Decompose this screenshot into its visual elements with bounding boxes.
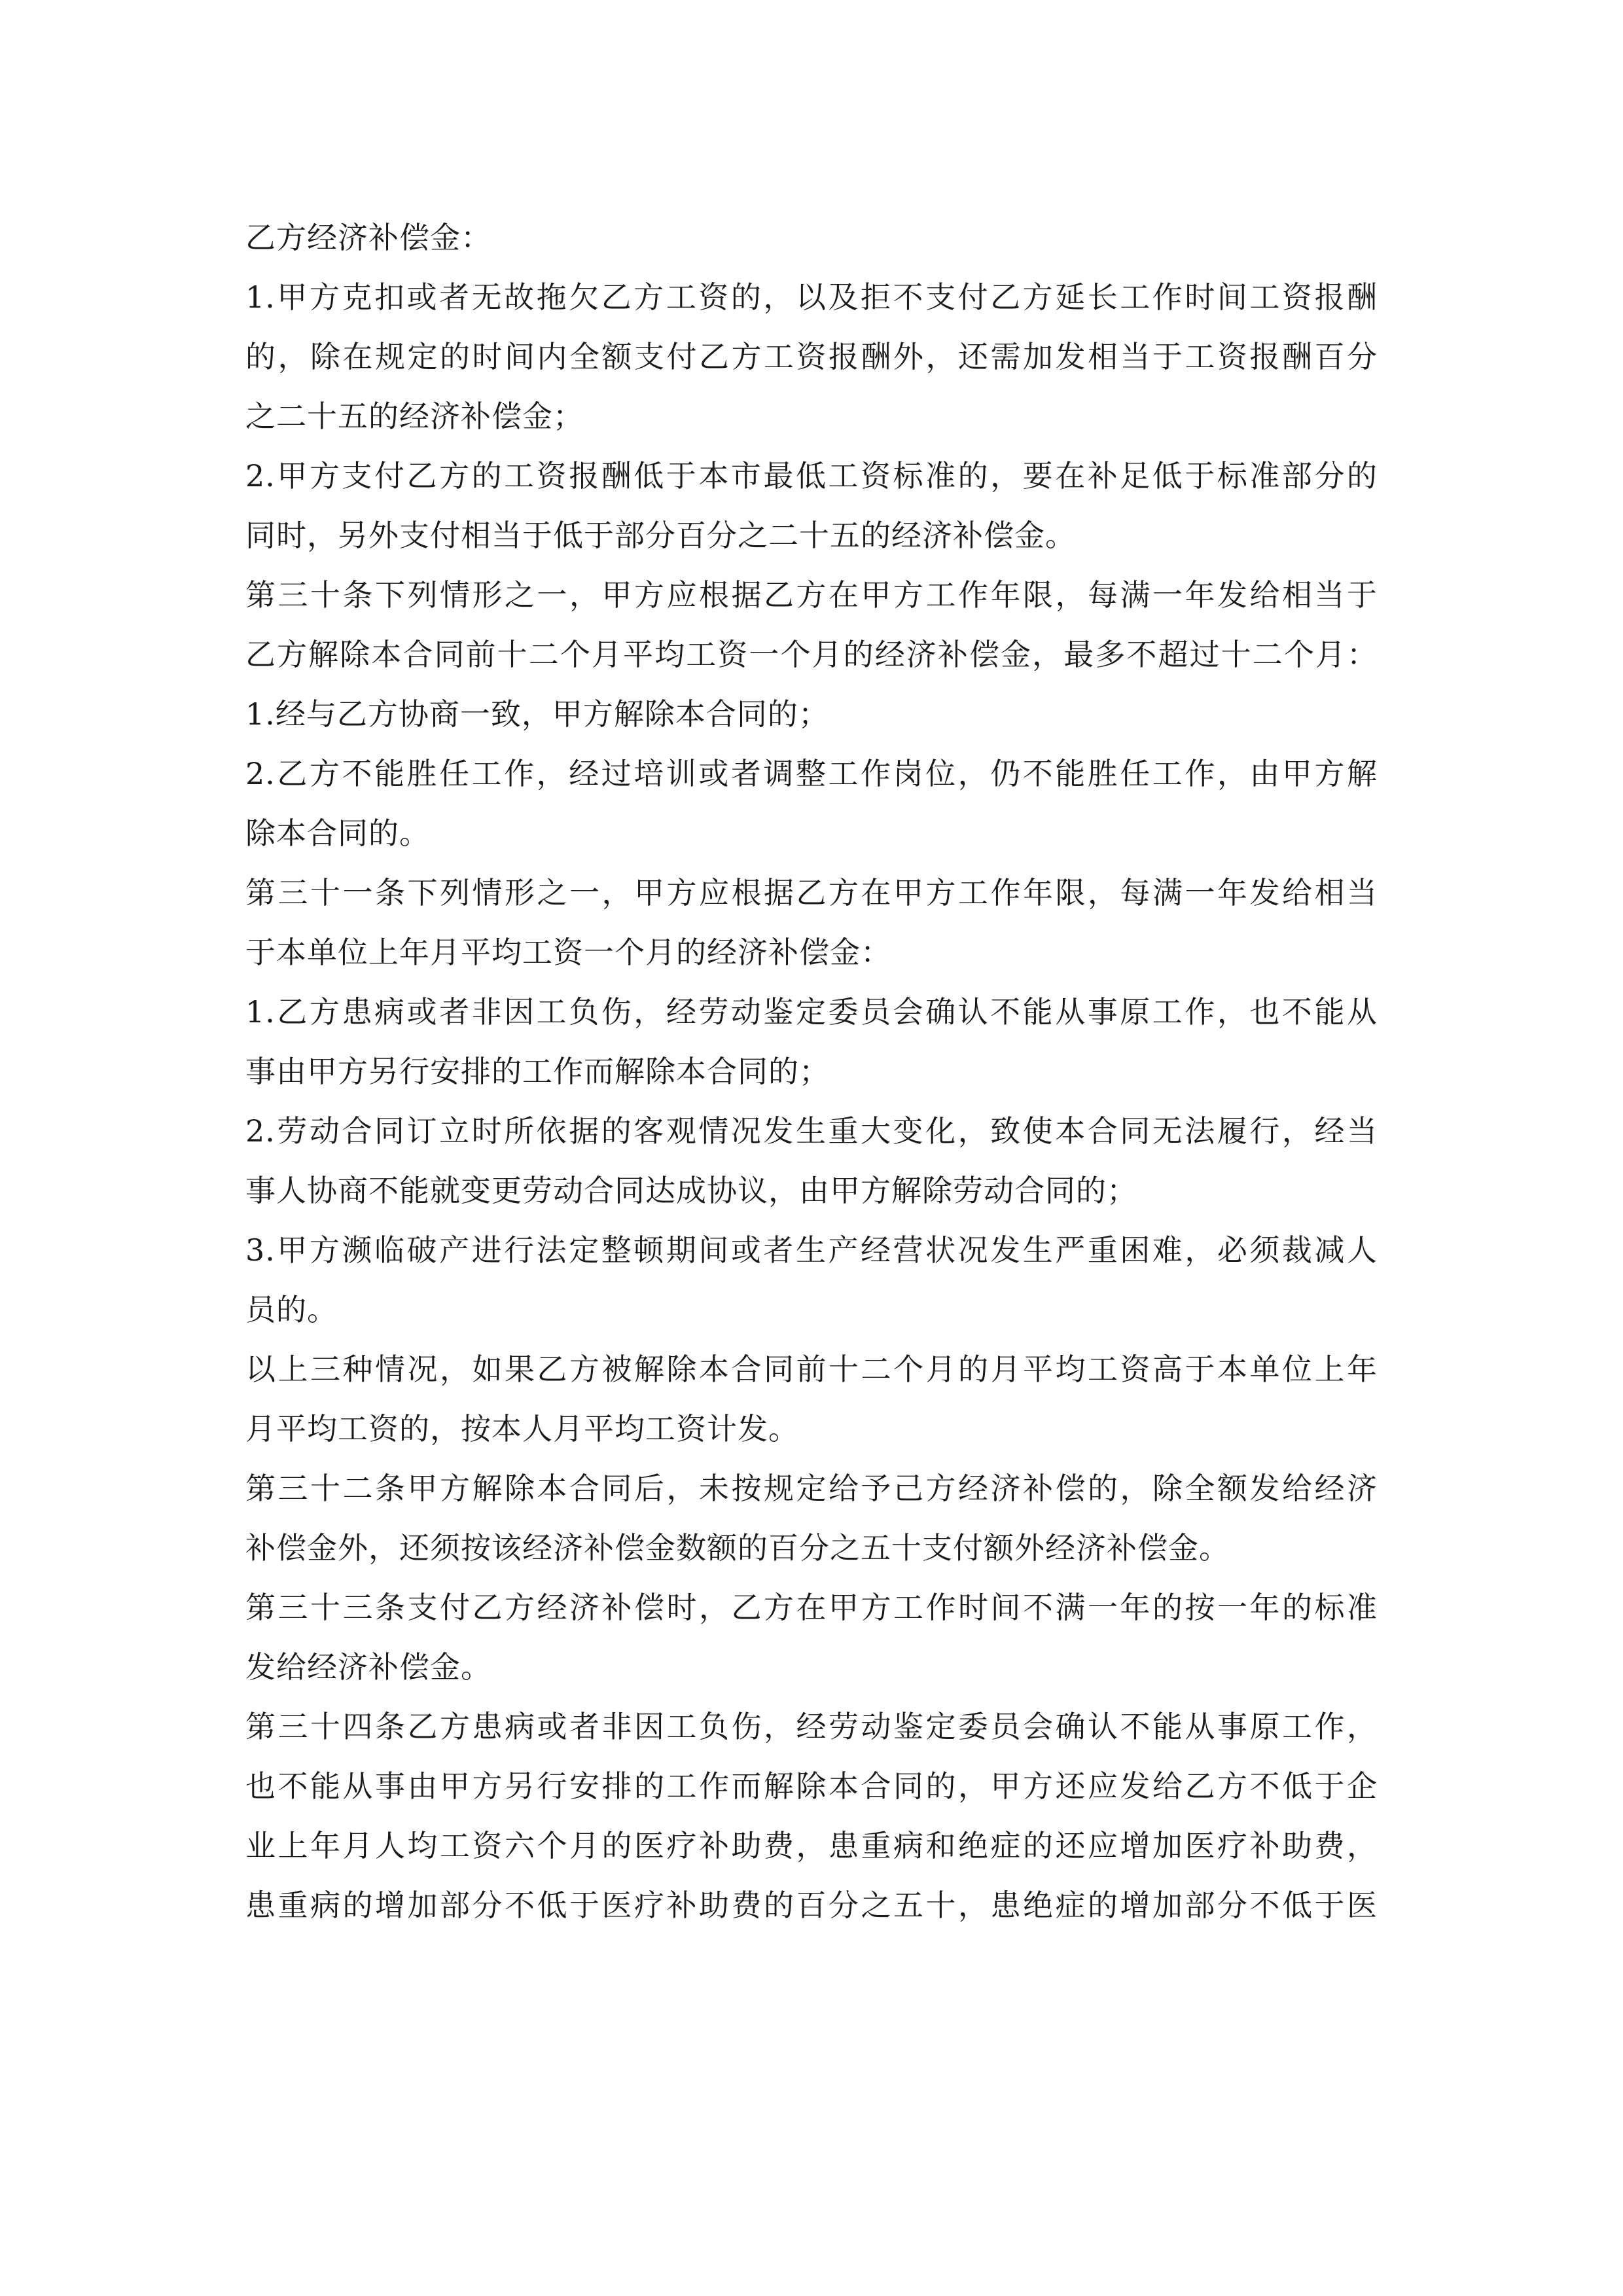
- text-line: 之二十五的经济补偿金；: [245, 399, 584, 434]
- text-line: 的，除在规定的时间内全额支付乙方工资报酬外，还需加发相当于工资报酬百分: [245, 339, 1378, 374]
- text-line: 业上年月人均工资六个月的医疗补助费，患重病和绝症的还应增加医疗补助费，: [245, 1828, 1378, 1863]
- text-line: 1.乙方患病或者非因工负伤，经劳动鉴定委员会确认不能从事原工作，也不能从: [245, 994, 1378, 1030]
- text-line: 2.劳动合同订立时所依据的客观情况发生重大变化，致使本合同无法履行，经当: [245, 1113, 1378, 1149]
- text-line: 于本单位上年月平均工资一个月的经济补偿金：: [245, 935, 891, 970]
- text-line: 2.甲方支付乙方的工资报酬低于本市最低工资标准的，要在补足低于标准部分的: [245, 458, 1378, 493]
- text-line: 第三十条下列情形之一，甲方应根据乙方在甲方工作年限，每满一年发给相当于: [245, 577, 1378, 613]
- text-line: 也不能从事由甲方另行安排的工作而解除本合同的，甲方还应发给乙方不低于企: [245, 1768, 1378, 1804]
- text-line: 第三十三条支付乙方经济补偿时，乙方在甲方工作时间不满一年的按一年的标准: [245, 1590, 1378, 1625]
- text-line: 除本合同的。: [245, 816, 430, 851]
- text-line: 患重病的增加部分不低于医疗补助费的百分之五十，患绝症的增加部分不低于医: [245, 1888, 1378, 1923]
- text-line: 月平均工资的，按本人月平均工资计发。: [245, 1411, 799, 1446]
- text-line: 第三十二条甲方解除本合同后，未按规定给予己方经济补偿的，除全额发给经济: [245, 1471, 1378, 1506]
- text-line: 1.甲方克扣或者无故拖欠乙方工资的，以及拒不支付乙方延长工作时间工资报酬: [245, 279, 1378, 315]
- text-line: 第三十一条下列情形之一，甲方应根据乙方在甲方工作年限，每满一年发给相当: [245, 875, 1378, 910]
- text-line: 事由甲方另行安排的工作而解除本合同的；: [245, 1054, 830, 1089]
- text-line: 发给经济补偿金。: [245, 1649, 491, 1685]
- text-line: 以上三种情况，如果乙方被解除本合同前十二个月的月平均工资高于本单位上年: [245, 1352, 1378, 1387]
- text-line: 3.甲方濒临破产进行法定整顿期间或者生产经营状况发生严重困难，必须裁减人: [245, 1232, 1378, 1268]
- text-line: 2.乙方不能胜任工作，经过培训或者调整工作岗位，仍不能胜任工作，由甲方解: [245, 756, 1378, 791]
- text-line: 1.经与乙方协商一致，甲方解除本合同的；: [245, 696, 829, 732]
- text-line: 同时，另外支付相当于低于部分百分之二十五的经济补偿金。: [245, 518, 1076, 553]
- text-line: 事人协商不能就变更劳动合同达成协议，由甲方解除劳动合同的；: [245, 1173, 1137, 1208]
- text-line: 乙方经济补偿金：: [245, 220, 491, 255]
- text-line: 乙方解除本合同前十二个月平均工资一个月的经济补偿金，最多不超过十二个月：: [245, 637, 1378, 672]
- document-body: [245, 208, 1378, 1935]
- text-line: 第三十四条乙方患病或者非因工负伤，经劳动鉴定委员会确认不能从事原工作，: [245, 1709, 1378, 1744]
- text-line: 补偿金外，还须按该经济补偿金数额的百分之五十支付额外经济补偿金。: [245, 1530, 1230, 1566]
- text-line: 员的。: [245, 1292, 338, 1327]
